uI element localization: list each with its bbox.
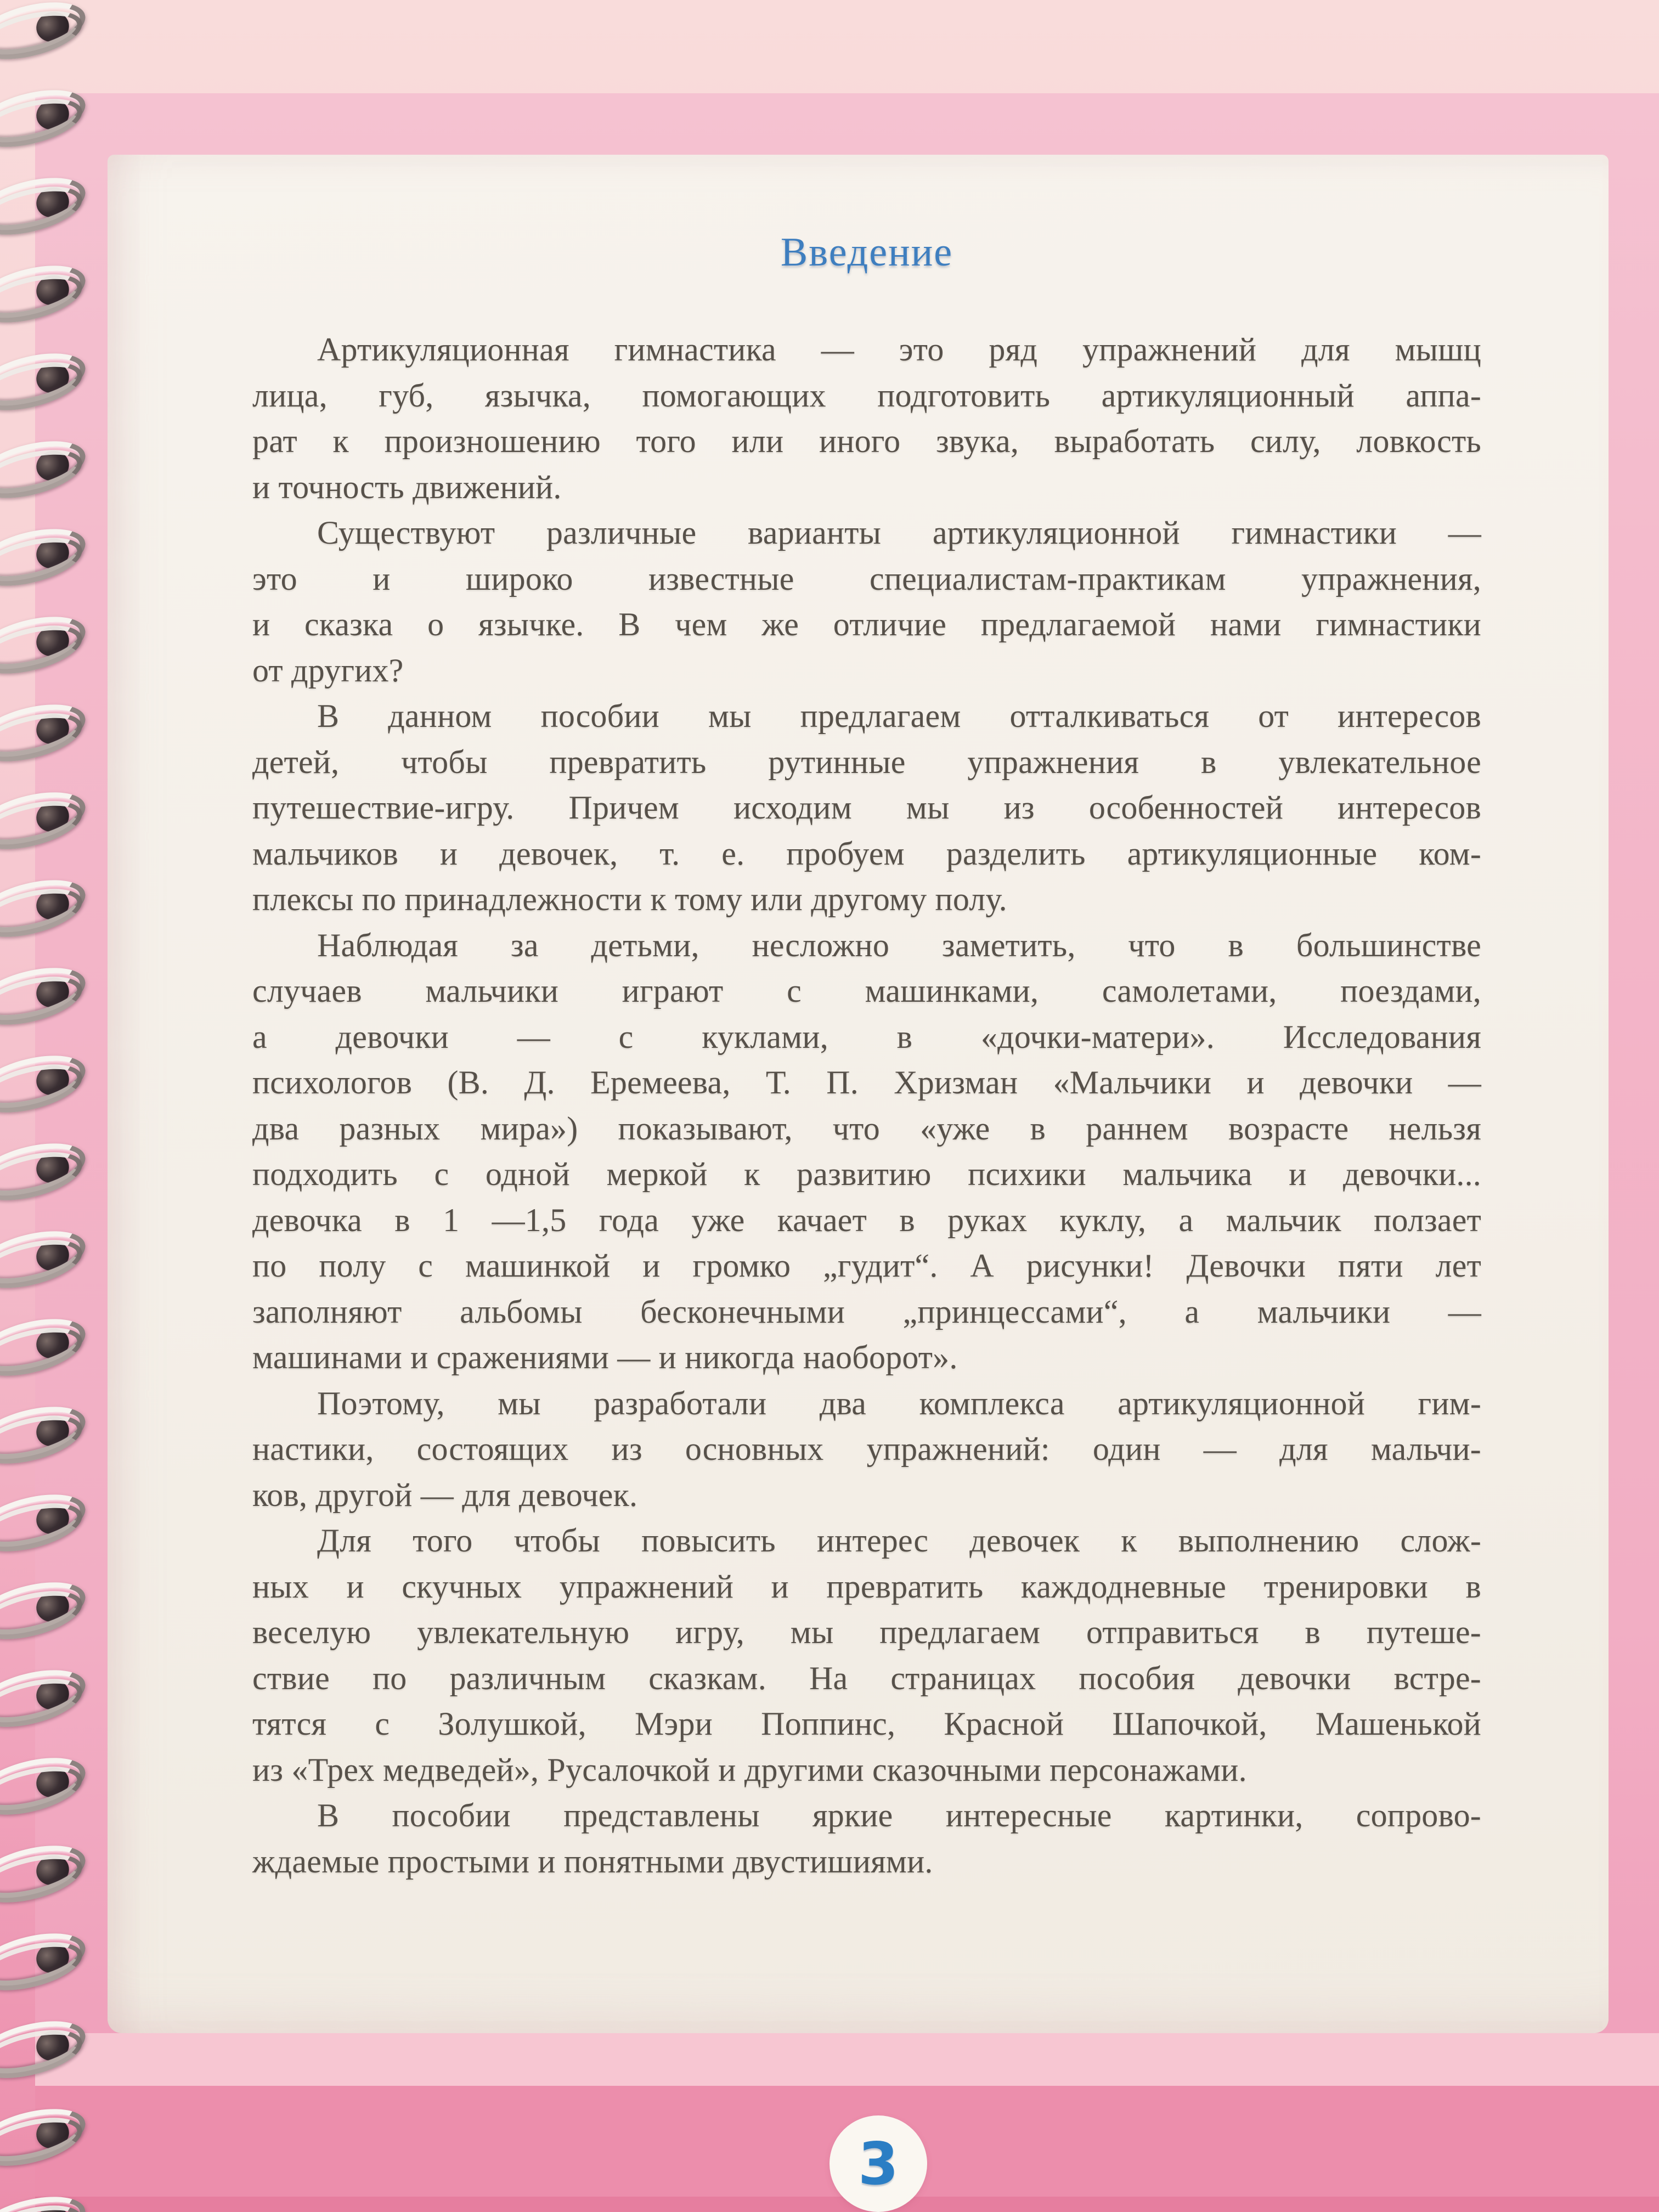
spiral-coil [0, 2198, 88, 2212]
spiral-coil [0, 706, 88, 756]
text-line: тятся с Золушкой, Мэри Поппинс, Красной Шапочкой, Машенькой [252, 1706, 1481, 1742]
text-line: ных и скучных упражнений и превратить каждодневные тренировки в [252, 1568, 1481, 1605]
text-line: настики, состоящих из основных упражнений: один — для мальчи- [252, 1431, 1481, 1467]
page-number-badge [830, 2115, 927, 2212]
spiral-coil [0, 2110, 88, 2160]
text-line: девочка в 1 —1,5 года уже качает в руках куклу, а мальчик ползает [252, 1201, 1481, 1238]
spiral-coil [0, 179, 88, 229]
body-text [252, 327, 1481, 1884]
spiral-coil [0, 1934, 88, 1985]
text-line: Для того чтобы повысить интерес девочек к выполнению слож- [317, 1522, 1481, 1559]
text-line: Существуют различные варианты артикуляционной гимнастики — [317, 515, 1481, 551]
page-title: Введение [780, 230, 953, 275]
spiral-coil [0, 1232, 88, 1283]
text-line: из «Трех медведей», Русалочкой и другими сказочными персонажами. [252, 1751, 1247, 1788]
text-line: и точность движений. [252, 469, 562, 505]
text-line: от других? [252, 652, 404, 689]
spiral-coil [0, 1320, 88, 1370]
text-line: и сказка о язычке. В чем же отличие предлагаемой нами гимнастики [252, 606, 1481, 642]
spiral-coil [0, 530, 88, 580]
text-line: заполняют альбомы бесконечными „принцессами“, а мальчики — [252, 1293, 1481, 1330]
spiral-coil [0, 2022, 88, 2073]
text-line: ков, другой — для девочек. [252, 1476, 638, 1513]
spiral-coil [0, 969, 88, 1019]
spiral-coil [0, 442, 88, 493]
text-line: два разных мира») показывают, что «уже в раннем возрасте нельзя [252, 1110, 1481, 1147]
spiral-coil [0, 1408, 88, 1458]
spiral-coil [0, 1496, 88, 1546]
text-line: машинами и сражениями — и никогда наоборот». [252, 1339, 958, 1375]
text-line: психологов (В. Д. Еремеева, Т. П. Хризман «Мальчики и девочки — [252, 1064, 1481, 1101]
text-line: лица, губ, язычка, помогающих подготовить артикуляционный аппа- [252, 377, 1481, 414]
text-line: по полу с машинкой и громко „гудит“. А рисунки! Девочки пяти лет [252, 1248, 1481, 1284]
text-line: случаев мальчики играют с машинками, самолетами, поездами, [252, 973, 1481, 1009]
text-line: В пособии представлены яркие интересные картинки, сопрово- [317, 1797, 1481, 1833]
spiral-coil [0, 1671, 88, 1722]
spiral-coil [0, 1759, 88, 1809]
text-line: рат к произношению того или иного звука, выработать силу, ловкость [252, 423, 1481, 459]
text-line: это и широко известные специалистам-практикам упражнения, [252, 560, 1481, 597]
spiral-coil [0, 1847, 88, 1897]
text-line: мальчиков и девочек, т. е. пробуем разделить артикуляционные ком- [252, 835, 1481, 872]
text-line: плексы по принадлежности к тому или другому полу. [252, 881, 1007, 917]
text-line: веселую увлекательную игру, мы предлагаем отправиться в путеше- [252, 1614, 1481, 1650]
text-line: Артикуляционная гимнастика — это ряд упражнений для мышц [317, 331, 1481, 368]
text-line: ствие по различным сказкам. На страницах пособия девочки встре- [252, 1660, 1481, 1696]
spiral-binding [0, 0, 126, 2212]
spiral-coil [0, 881, 88, 932]
text-line: подходить с одной меркой к развитию психики мальчика и девочки... [252, 1156, 1481, 1192]
page-number: 3 [858, 2130, 899, 2198]
text-line: Поэтому, мы разработали два комплекса артикуляционной гим- [317, 1385, 1481, 1421]
text-line: В данном пособии мы предлагаем отталкиваться от интересов [317, 698, 1481, 734]
bottom-band-light [35, 2033, 1659, 2087]
spiral-coil [0, 793, 88, 844]
spiral-coil [0, 1057, 88, 1107]
text-line: Наблюдая за детьми, несложно заметить, что в большинстве [317, 927, 1481, 963]
text-line: путешествие-игру. Причем исходим мы из особенностей интересов [252, 789, 1481, 826]
text-line: детей, чтобы превратить рутинные упражнения в увлекательное [252, 743, 1481, 780]
spiral-coil [0, 618, 88, 668]
spiral-coil [0, 354, 88, 405]
text-line: ждаемые простыми и понятными двустишиями. [252, 1843, 933, 1880]
text-line: а девочки — с куклами, в «дочки-матери». Исследования [252, 1018, 1481, 1055]
spiral-coil [0, 267, 88, 317]
spiral-coil [0, 91, 88, 142]
spiral-coil [0, 1583, 88, 1634]
spiral-coil [0, 1144, 88, 1195]
spiral-coil [0, 3, 88, 54]
